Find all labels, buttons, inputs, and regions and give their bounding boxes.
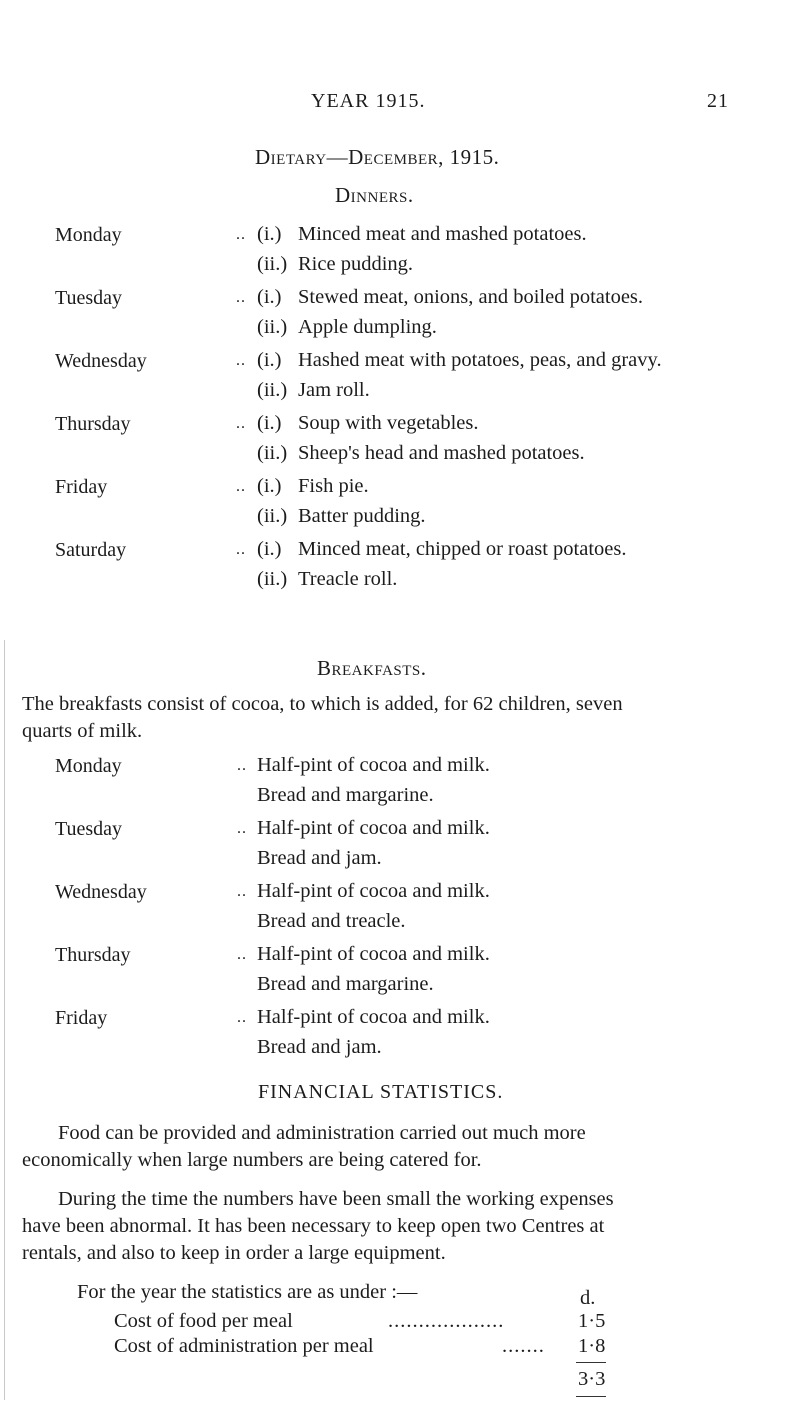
item-number: (i.) [257, 223, 282, 245]
breakfast-item: Half-pint of cocoa and milk. [257, 880, 490, 902]
stat-total: 3·3 [578, 1368, 606, 1390]
leader-dots: .. [237, 946, 247, 963]
dietary-heading: Dietary—December, 1915. [255, 145, 500, 169]
dinner-item: Batter pudding. [298, 505, 426, 527]
dinner-item: Jam roll. [298, 379, 370, 401]
breakfast-item: Bread and margarine. [257, 784, 434, 806]
item-number: (ii.) [257, 505, 288, 527]
item-number: (i.) [257, 286, 282, 308]
dinner-item: Fish pie. [298, 475, 369, 497]
dinner-day: Thursday [55, 413, 131, 435]
financial-paragraph: rentals, and also to keep in order a large equipment. [22, 1242, 446, 1264]
dinner-day: Tuesday [55, 287, 123, 309]
stat-label: Cost of administration per meal [114, 1335, 374, 1357]
leader-dots: .. [237, 820, 247, 837]
financial-heading: FINANCIAL STATISTICS. [258, 1081, 504, 1103]
dinner-day: Saturday [55, 539, 127, 561]
breakfast-item: Bread and treacle. [257, 910, 406, 932]
breakfast-day: Thursday [55, 944, 131, 966]
stat-leader: ................... [388, 1310, 505, 1332]
item-number: (i.) [257, 475, 282, 497]
dinner-item: Stewed meat, onions, and boiled potatoes. [298, 286, 644, 308]
breakfast-day: Friday [55, 1007, 108, 1029]
sum-rule-top [576, 1362, 606, 1363]
left-margin-line [4, 640, 5, 1400]
dinner-item: Minced meat, chipped or roast potatoes. [298, 538, 627, 560]
dinner-day: Monday [55, 224, 122, 246]
leader-dots: .. [237, 1009, 247, 1026]
breakfast-item: Half-pint of cocoa and milk. [257, 1006, 490, 1028]
leader-dots: .. [236, 352, 246, 369]
breakfast-day: Wednesday [55, 881, 147, 903]
dinner-item: Hashed meat with potatoes, peas, and gravy. [298, 349, 662, 371]
stat-leader: ....... [502, 1335, 545, 1357]
stat-label: Cost of food per meal [114, 1310, 293, 1332]
breakfast-item: Bread and jam. [257, 1036, 382, 1058]
breakfasts-intro: quarts of milk. [22, 720, 143, 742]
breakfasts-heading: Breakfasts. [317, 656, 427, 680]
page-number: 21 [707, 90, 729, 112]
item-number: (ii.) [257, 316, 288, 338]
breakfast-item: Half-pint of cocoa and milk. [257, 817, 490, 839]
leader-dots: .. [237, 757, 247, 774]
item-number: (ii.) [257, 568, 288, 590]
unit-label: d. [580, 1287, 596, 1309]
leader-dots: .. [236, 478, 246, 495]
breakfast-item: Bread and margarine. [257, 973, 434, 995]
breakfast-item: Half-pint of cocoa and milk. [257, 754, 490, 776]
dinner-day: Friday [55, 476, 108, 498]
financial-paragraph: During the time the numbers have been small the working expenses [58, 1188, 614, 1210]
stat-value: 1·5 [578, 1310, 606, 1332]
leader-dots: .. [236, 415, 246, 432]
breakfast-day: Tuesday [55, 818, 123, 840]
leader-dots: .. [236, 541, 246, 558]
financial-paragraph: economically when large numbers are being catered for. [22, 1149, 482, 1171]
item-number: (ii.) [257, 379, 288, 401]
item-number: (i.) [257, 349, 282, 371]
item-number: (i.) [257, 412, 282, 434]
breakfasts-intro: The breakfasts consist of cocoa, to which is added, for 62 children, seven [22, 693, 623, 715]
leader-dots: .. [236, 226, 246, 243]
dinner-item: Minced meat and mashed potatoes. [298, 223, 587, 245]
sum-rule-bottom [576, 1396, 606, 1397]
dinner-item: Sheep's head and mashed potatoes. [298, 442, 585, 464]
financial-paragraph: have been abnormal. It has been necessary to keep open two Centres at [22, 1215, 605, 1237]
running-header-title: YEAR 1915. [311, 90, 426, 112]
item-number: (ii.) [257, 253, 288, 275]
dinner-item: Apple dumpling. [298, 316, 437, 338]
dinner-item: Treacle roll. [298, 568, 398, 590]
dinner-item: Soup with vegetables. [298, 412, 479, 434]
leader-dots: .. [236, 289, 246, 306]
stat-value: 1·8 [578, 1335, 606, 1357]
dinner-day: Wednesday [55, 350, 147, 372]
statistics-intro: For the year the statistics are as under :— [77, 1281, 418, 1303]
dinners-heading: Dinners. [335, 183, 414, 207]
item-number: (ii.) [257, 442, 288, 464]
dinner-item: Rice pudding. [298, 253, 414, 275]
item-number: (i.) [257, 538, 282, 560]
breakfast-item: Bread and jam. [257, 847, 382, 869]
breakfast-item: Half-pint of cocoa and milk. [257, 943, 490, 965]
breakfast-day: Monday [55, 755, 122, 777]
leader-dots: .. [237, 883, 247, 900]
financial-paragraph: Food can be provided and administration carried out much more [58, 1122, 586, 1144]
